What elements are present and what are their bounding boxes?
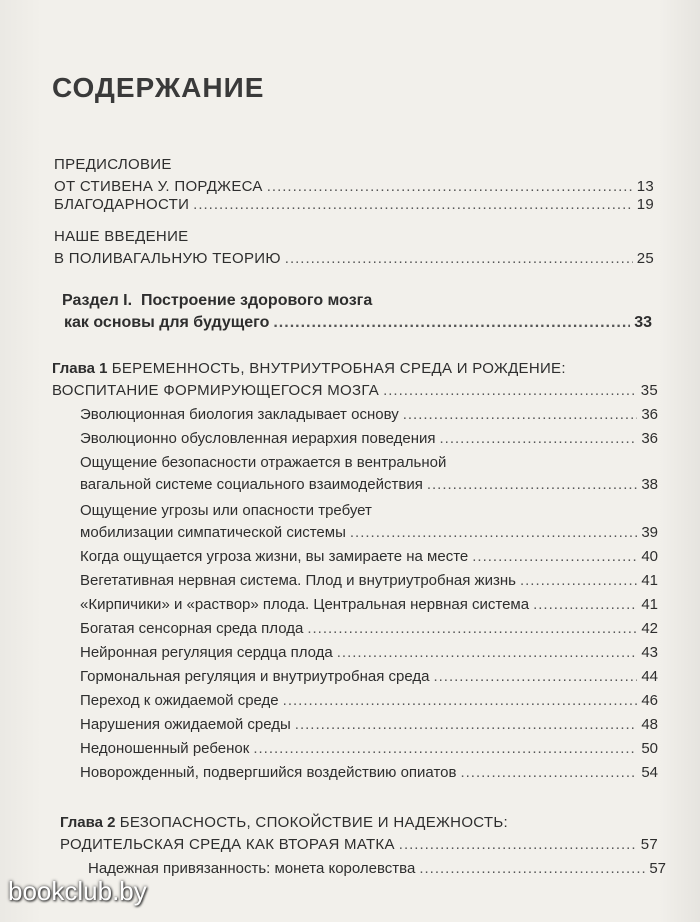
page-number: 39 bbox=[641, 524, 658, 541]
watermark-logo: bookclub.by bbox=[8, 876, 147, 906]
toc-sub-entry bbox=[88, 858, 666, 880]
page-number: 48 bbox=[641, 716, 658, 733]
dot-leader bbox=[460, 762, 637, 784]
dot-leader bbox=[283, 690, 638, 712]
toc-line bbox=[54, 194, 654, 216]
toc-line bbox=[80, 690, 658, 712]
toc-line-text: РОДИТЕЛЬСКАЯ СРЕДА КАК ВТОРАЯ МАТКА bbox=[60, 836, 395, 853]
page-number: 57 bbox=[640, 836, 658, 853]
toc-line bbox=[80, 714, 658, 736]
page-number: 13 bbox=[636, 178, 654, 195]
toc-sub-entry bbox=[80, 642, 658, 664]
toc-sub-entry bbox=[80, 714, 658, 736]
toc-line-text: Богатая сенсорная среда плода bbox=[80, 620, 304, 637]
toc-line bbox=[80, 570, 658, 592]
toc-entry-foreword bbox=[54, 154, 654, 198]
page-number: 57 bbox=[649, 860, 666, 877]
chapter-label: Глава 1 bbox=[52, 360, 108, 377]
dot-leader bbox=[273, 312, 630, 334]
dot-leader bbox=[440, 428, 638, 450]
page-number: 33 bbox=[634, 314, 652, 331]
toc-line-text: Недоношенный ребенок bbox=[80, 740, 250, 757]
toc-line-text: ВОСПИТАНИЕ ФОРМИРУЮЩЕГОСЯ МОЗГА bbox=[52, 382, 380, 399]
toc-line bbox=[80, 618, 658, 640]
toc-line bbox=[62, 312, 652, 334]
page-number: 40 bbox=[641, 548, 658, 565]
toc-line-text: Вегетативная нервная система. Плод и внутриутробная жизнь bbox=[80, 572, 516, 589]
toc-sub-entry bbox=[80, 452, 658, 496]
toc-line bbox=[52, 834, 658, 856]
toc-line bbox=[54, 248, 654, 270]
page-number: 41 bbox=[641, 596, 658, 613]
page-number: 44 bbox=[641, 668, 658, 685]
toc-line bbox=[80, 546, 658, 568]
toc-line bbox=[52, 812, 658, 834]
dot-leader bbox=[399, 834, 637, 856]
dot-leader bbox=[427, 474, 637, 496]
page-number: 19 bbox=[636, 196, 654, 213]
toc-line-text: «Кирпичики» и «раствор» плода. Центральная нервная система bbox=[80, 596, 530, 613]
toc-line-text: Нейронная регуляция сердца плода bbox=[80, 644, 333, 661]
dot-leader bbox=[295, 714, 638, 736]
page-number: 43 bbox=[641, 644, 658, 661]
toc-line: НАШЕ ВВЕДЕНИЕ bbox=[54, 228, 189, 245]
toc-sub-entry bbox=[80, 738, 658, 760]
toc-line-text: Гормональная регуляция и внутриутробная среда bbox=[80, 668, 430, 685]
toc-sub-entry bbox=[80, 762, 658, 784]
toc-entry-introduction bbox=[54, 226, 654, 270]
toc-line-text: Новорожденный, подвергшийся воздействию опиатов bbox=[80, 764, 457, 781]
page-number: 42 bbox=[641, 620, 658, 637]
toc-line bbox=[80, 428, 658, 450]
toc-line bbox=[80, 404, 658, 426]
toc-sub-entry bbox=[80, 690, 658, 712]
toc-sub-entry bbox=[80, 570, 658, 592]
page-number: 46 bbox=[641, 692, 658, 709]
page-number: 36 bbox=[641, 430, 658, 447]
toc-sub-entry bbox=[80, 428, 658, 450]
toc-sub-entry bbox=[80, 546, 658, 568]
page-title: СОДЕРЖАНИЕ bbox=[52, 72, 265, 103]
toc-line bbox=[80, 642, 658, 664]
page-number: 54 bbox=[641, 764, 658, 781]
toc-line: Ощущение безопасности отражается в вентральной bbox=[80, 454, 447, 471]
toc-line bbox=[80, 474, 658, 496]
toc-sub-entry bbox=[80, 500, 658, 544]
dot-leader bbox=[285, 248, 633, 270]
toc-line: Ощущение угрозы или опасности требует bbox=[80, 502, 372, 519]
toc-line-text: Надежная привязанность: монета королевства bbox=[88, 860, 416, 877]
dot-leader bbox=[350, 522, 637, 544]
toc-line bbox=[80, 738, 658, 760]
toc-line-text: В ПОЛИВАГАЛЬНУЮ ТЕОРИЮ bbox=[54, 250, 281, 267]
dot-leader bbox=[253, 738, 637, 760]
toc-section-1 bbox=[62, 290, 652, 334]
chapter-label: Глава 2 bbox=[60, 814, 116, 831]
toc-line: ПРЕДИСЛОВИЕ bbox=[54, 156, 172, 173]
toc-sub-entry bbox=[80, 666, 658, 688]
toc-line-text: ОТ СТИВЕНА У. ПОРДЖЕСА bbox=[54, 178, 263, 195]
page-number: 50 bbox=[641, 740, 658, 757]
dot-leader bbox=[193, 194, 633, 216]
page-number: 25 bbox=[636, 250, 654, 267]
toc-line-text: Когда ощущается угроза жизни, вы замираете на месте bbox=[80, 548, 469, 565]
toc-line-text: Переход к ожидаемой среде bbox=[80, 692, 279, 709]
toc-line bbox=[80, 522, 658, 544]
toc-entry-acknowledgements bbox=[54, 194, 654, 216]
dot-leader bbox=[520, 570, 637, 592]
dot-leader bbox=[419, 858, 645, 880]
toc-line-text: Нарушения ожидаемой среды bbox=[80, 716, 291, 733]
dot-leader bbox=[472, 546, 637, 568]
toc-chapter-2 bbox=[52, 812, 658, 856]
page-number: 36 bbox=[641, 406, 658, 423]
toc-line: Раздел I. Построение здорового мозга bbox=[62, 292, 373, 309]
page-number: 35 bbox=[640, 382, 658, 399]
page-number: 38 bbox=[641, 476, 658, 493]
toc-line-text: БЛАГОДАРНОСТИ bbox=[54, 196, 190, 213]
toc-line bbox=[52, 380, 658, 402]
dot-leader bbox=[307, 618, 637, 640]
chapter-title: БЕРЕМЕННОСТЬ, ВНУТРИУТРОБНАЯ СРЕДА И РОЖДЕНИЕ: bbox=[111, 360, 566, 377]
toc-line-text: Эволюционная биология закладывает основу bbox=[80, 406, 399, 423]
dot-leader bbox=[403, 404, 638, 426]
toc-line-text: вагальной системе социального взаимодействия bbox=[80, 476, 423, 493]
toc-chapter-1 bbox=[52, 358, 658, 402]
dot-leader bbox=[337, 642, 638, 664]
dot-leader bbox=[533, 594, 637, 616]
dot-leader bbox=[433, 666, 637, 688]
chapter-title: БЕЗОПАСНОСТЬ, СПОКОЙСТВИЕ И НАДЕЖНОСТЬ: bbox=[119, 814, 508, 831]
toc-line-text: как основы для будущего bbox=[64, 314, 270, 331]
toc-line-text: мобилизации симпатической системы bbox=[80, 524, 346, 541]
toc-line bbox=[80, 762, 658, 784]
toc-line bbox=[80, 594, 658, 616]
toc-sub-entry bbox=[80, 618, 658, 640]
toc-line-text: Эволюционно обусловленная иерархия поведения bbox=[80, 430, 436, 447]
dot-leader bbox=[383, 380, 637, 402]
page-number: 41 bbox=[641, 572, 658, 589]
toc-sub-entry bbox=[80, 594, 658, 616]
toc-line bbox=[88, 858, 666, 880]
toc-line bbox=[80, 666, 658, 688]
toc-sub-entry bbox=[80, 404, 658, 426]
toc-line bbox=[52, 358, 658, 380]
